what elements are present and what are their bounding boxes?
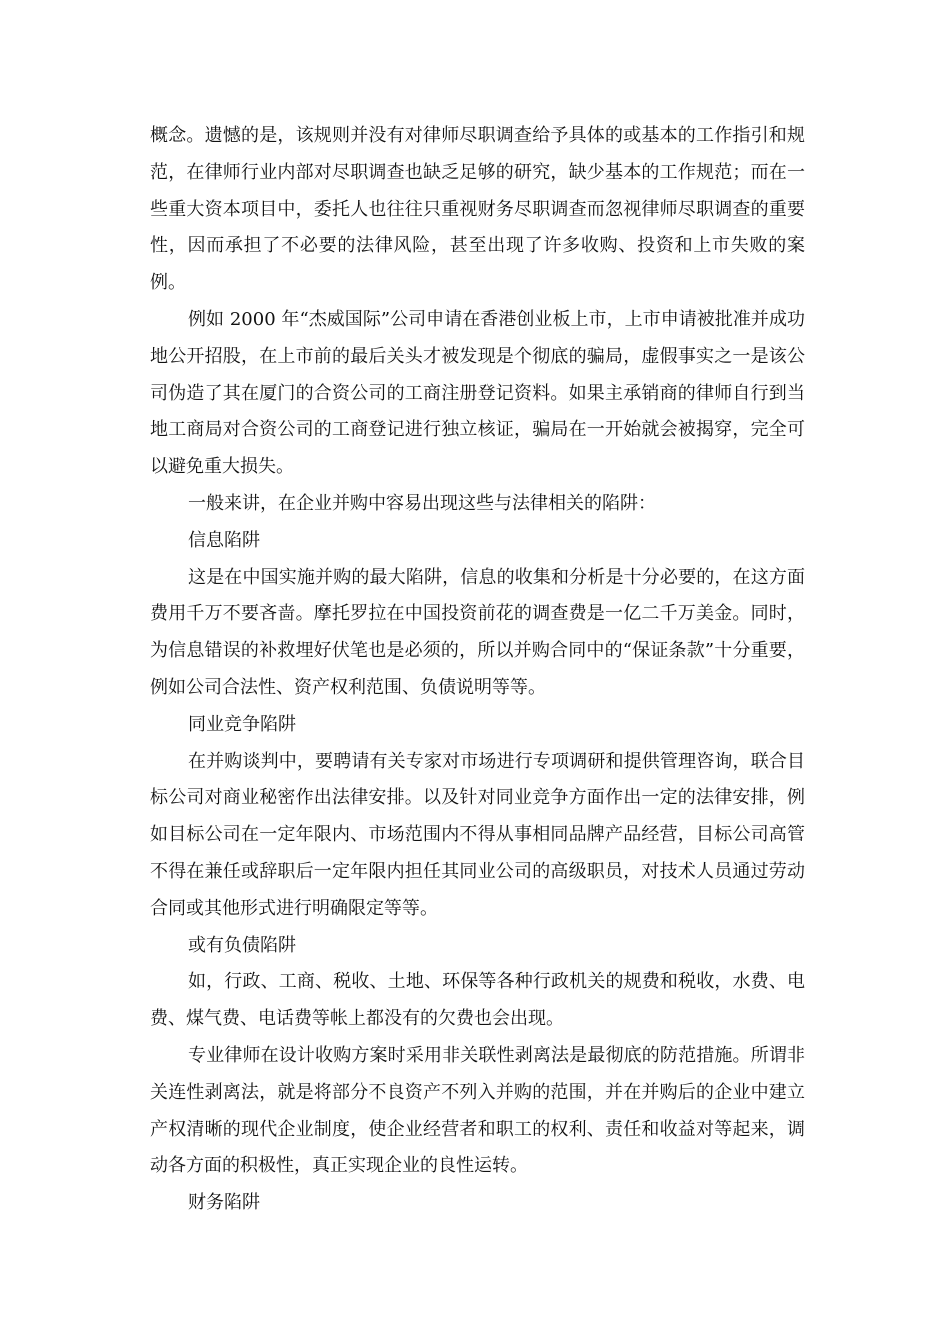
paragraph-intro-traps: 一般来讲，在企业并购中容易出现这些与法律相关的陷阱： <box>188 492 656 514</box>
paragraph-stripping-method: 专业律师在设计收购方案时采用非关联性剥离法是最彻底的防范措施。所谓非关连性剥离法，就是将部分不良资产不列入并购的范围，并在并购后的企业中建立产权清晰的现代企业制度，使企业经营者和职工的权利、责任和收益对等起来，调动各方面的积极性，真正实现企业的良性运转。 <box>150 1044 805 1177</box>
section-heading-competition-trap: 同业竞争陷阱 <box>188 713 296 735</box>
paragraph-contingent-liability: 如，行政、工商、税收、土地、环保等各种行政机关的规费和税收，水费、电费、煤气费、电话费等帐上都没有的欠费也会出现。 <box>150 971 805 1030</box>
document-body <box>150 118 805 1222</box>
paragraph-example-jiewei: 例如 2000 年“杰威国际”公司申请在香港创业板上市，上市申请被批准并成功地公开招股，在上市前的最后关头才被发现是个彻底的骗局，虚假事实之一是该公司伪造了其在厦门的合资公司的工商注册登记资料。如果主承销商的律师自行到当地工商局对合资公司的工商登记进行独立核证，骗局在一开始就会被揭穿，完全可以避免重大损失。 <box>150 308 805 478</box>
paragraph-info-trap: 这是在中国实施并购的最大陷阱，信息的收集和分析是十分必要的，在这方面费用千万不要吝啬。摩托罗拉在中国投资前花的调查费是一亿二千万美金。同时，为信息错误的补救埋好伏笔也是必须的，所以并购合同中的“保证条款”十分重要，例如公司合法性、资产权利范围、负债说明等等。 <box>150 566 805 698</box>
paragraph-competition-trap: 在并购谈判中，要聘请有关专家对市场进行专项调研和提供管理咨询，联合目标公司对商业秘密作出法律安排。以及针对同业竞争方面作出一定的法律安排，例如目标公司在一定年限内、市场范围内不得从事相同品牌产品经营，目标公司高管不得在兼任或辞职后一定年限内担任其同业公司的高级职员，对技术人员通过劳动合同或其他形式进行明确限定等等。 <box>150 750 805 919</box>
section-heading-contingent-liability-trap: 或有负债陷阱 <box>188 934 296 956</box>
paragraph-concept: 概念。遗憾的是，该规则并没有对律师尽职调查给予具体的或基本的工作指引和规范，在律师行业内部对尽职调查也缺乏足够的研究，缺少基本的工作规范；而在一些重大资本项目中，委托人也往往只重视财务尽职调查而忽视律师尽职调查的重要性，因而承担了不必要的法律风险，甚至出现了许多收购、投资和上市失败的案例。 <box>150 125 805 294</box>
section-heading-finance-trap: 财务陷阱 <box>188 1192 260 1214</box>
section-heading-info-trap: 信息陷阱 <box>188 529 260 551</box>
